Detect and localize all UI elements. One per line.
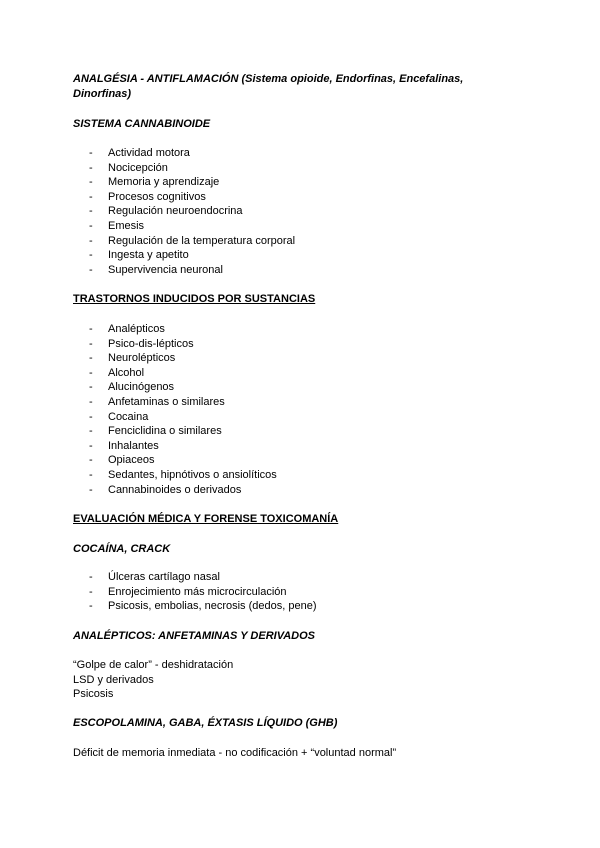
analepticos-line: LSD y derivados <box>73 674 154 686</box>
bullet-dash: - <box>89 585 93 598</box>
bullet-dash: - <box>89 323 93 335</box>
bullet-dash: - <box>89 410 93 423</box>
bullet-dash: - <box>89 439 93 452</box>
bullet-dash: - <box>89 454 93 467</box>
bullet-dash: - <box>89 571 93 583</box>
bullet-dash: - <box>89 395 93 408</box>
heading-evaluacion: EVALUACIÓN MÉDICA Y FORENSE TOXICOMANÍA <box>73 513 339 525</box>
bullet-dash: - <box>89 190 93 203</box>
bullet-dash: - <box>89 366 93 379</box>
heading-analgesia-line1: ANALGÉSIA - ANTIFLAMACIÓN (Sistema opioide, Endorfinas, Encefalinas, <box>73 73 464 85</box>
heading-analgesia-line2: Dinorfinas) <box>73 88 132 100</box>
escopolamina-line: Déficit de memoria inmediata - no codificación + “voluntad normal” <box>73 747 397 759</box>
analepticos-line: “Golpe de calor” - deshidratación <box>73 659 234 671</box>
analepticos-line: Psicosis <box>73 688 114 700</box>
bullet-dash: - <box>89 468 93 481</box>
bullet-dash: - <box>89 381 93 394</box>
bullet-dash: - <box>89 219 93 232</box>
bullet-dash: - <box>89 425 93 438</box>
heading-sistema-cannabinoide: SISTEMA CANNABINOIDE <box>73 118 211 130</box>
heading-escopolamina: ESCOPOLAMINA, GABA, ÉXTASIS LÍQUIDO (GHB) <box>73 717 338 729</box>
bullet-dash: - <box>89 176 93 189</box>
heading-cocaina: COCAÍNA, CRACK <box>73 543 171 555</box>
bullet-dash: - <box>89 483 93 496</box>
bullet-dash: - <box>89 263 93 276</box>
heading-trastornos: TRASTORNOS INDUCIDOS POR SUSTANCIAS <box>73 293 316 305</box>
bullet-dash: - <box>89 337 93 350</box>
bullet-dash: - <box>89 205 93 218</box>
document-page: ANALGÉSIA - ANTIFLAMACIÓN (Sistema opioide, Endorfinas, Encefalinas, Dinorfinas) SISTEMA CANNABINOIDE - Actividad motora - Nocicepción - Memoria y aprendizaje - Procesos cognitivos - Regulación neuroendocrina - Emesis - Regulación de la temperatura corporal - Ingesta y apetito - Supervivencia neuronal TRASTORNOS INDUCIDOS POR SUSTANCIAS - Analépticos - Psico-dis-lépticos - Neurolépticos - Alcohol - Alucinógenos - Anfetaminas o similares - Cocaina - Fenciclidina o similares - Inhalantes - Opiaceos - Sedantes, hipnótivos o ansiolíticos - Cannabinoides o derivados EVALUACIÓN MÉDICA Y FORENSE TOXICOMANÍA COCAÍNA, CRACK - Úlceras cartílago nasal - Enrojecimiento más microcirculación - Psicosis, embolias, necrosis (dedos, pene) ANALÉPTICOS: ANFETAMINAS Y DERIVADOS “Golpe de calor” - deshidratación LSD y derivados Psicosis ESCOPOLAMINA, GABA, ÉXTASIS LÍQUIDO (GHB) Déficit de memoria inmediata - no codificación + “voluntad normal” <box>73 73 464 759</box>
bullet-dash: - <box>89 147 93 159</box>
bullet-dash: - <box>89 249 93 262</box>
bullet-dash: - <box>89 600 93 613</box>
heading-analepticos: ANALÉPTICOS: ANFETAMINAS Y DERIVADOS <box>73 630 316 642</box>
bullet-dash: - <box>89 352 93 365</box>
bullet-dash: - <box>89 234 93 247</box>
bullet-dash: - <box>89 161 93 174</box>
